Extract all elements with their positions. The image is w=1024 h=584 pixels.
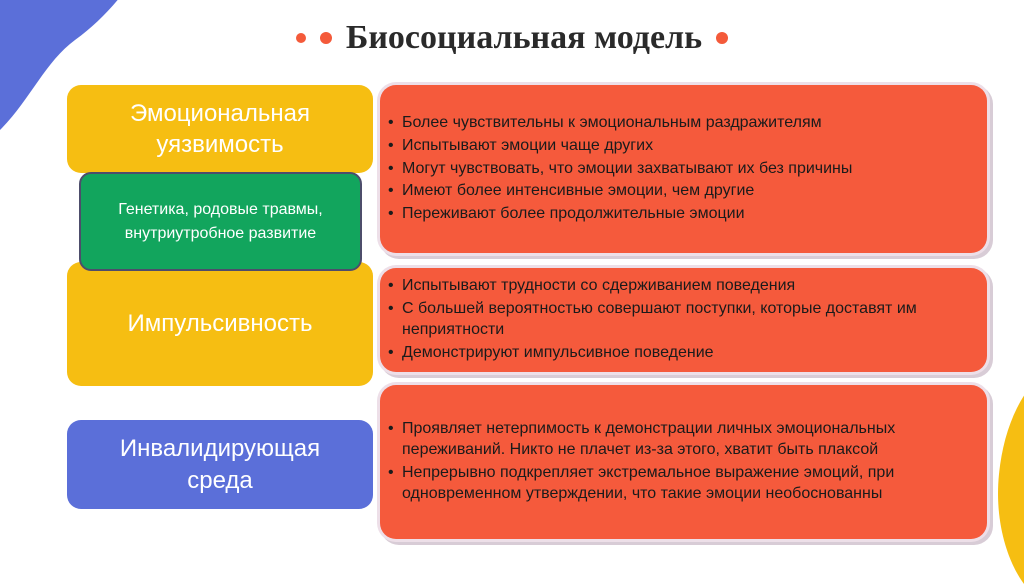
list-item: • Демонстрируют импульсивное поведение bbox=[386, 343, 946, 364]
impulsivity-label: Импульсивность bbox=[127, 310, 313, 338]
title-dot-icon bbox=[716, 32, 728, 44]
impulsivity-box bbox=[67, 262, 373, 386]
list-item: • Имеют более интенсивные эмоции, чем другие bbox=[386, 181, 852, 202]
list-item: • Испытывают трудности со сдерживанием поведения bbox=[386, 276, 946, 297]
decorative-blob-bottom-right bbox=[984, 364, 1024, 584]
impulsivity-details bbox=[380, 268, 987, 372]
impulsivity-details-list bbox=[386, 274, 946, 365]
list-item: • Проявляет нетерпимость к демонстрации личных эмоциональных переживаний. Никто не плачет из-за этого, хватит быть плаксой bbox=[386, 419, 962, 461]
list-item: • Непрерывно подкрепляет экстремальное выражение эмоций, при одновременном утверждении, что такие эмоции необоснованны bbox=[386, 463, 982, 505]
invalidating-environment-box bbox=[67, 420, 373, 509]
invalidating-details-list bbox=[386, 417, 976, 506]
list-item: • Могут чувствовать, что эмоции захватывают их без причины bbox=[386, 159, 852, 180]
list-item: • Более чувствительны к эмоциональным раздражителям bbox=[386, 113, 852, 134]
emotional-vulnerability-label: Эмоциональная уязвимость bbox=[129, 99, 311, 158]
emotional-vulnerability-details bbox=[380, 85, 987, 253]
title-bar bbox=[0, 12, 1024, 64]
title-dot-icon bbox=[296, 33, 306, 43]
emotional-details-list bbox=[386, 111, 852, 227]
list-item: • С большей вероятностью совершают поступки, которые доставят им неприятности bbox=[386, 299, 942, 341]
genetics-box bbox=[79, 172, 362, 271]
invalidating-environment-details bbox=[380, 385, 987, 539]
genetics-label: Генетика, родовые травмы, внутриутробное развитие bbox=[118, 201, 323, 242]
list-item: • Испытывают эмоции чаще других bbox=[386, 136, 852, 157]
title-dot-icon bbox=[320, 32, 332, 44]
emotional-vulnerability-box bbox=[67, 85, 373, 173]
invalidating-environment-label: Инвалидирующая среда bbox=[119, 435, 321, 494]
list-item: • Переживают более продолжительные эмоции bbox=[386, 204, 852, 225]
page-title: Биосоциальная модель bbox=[345, 19, 703, 56]
